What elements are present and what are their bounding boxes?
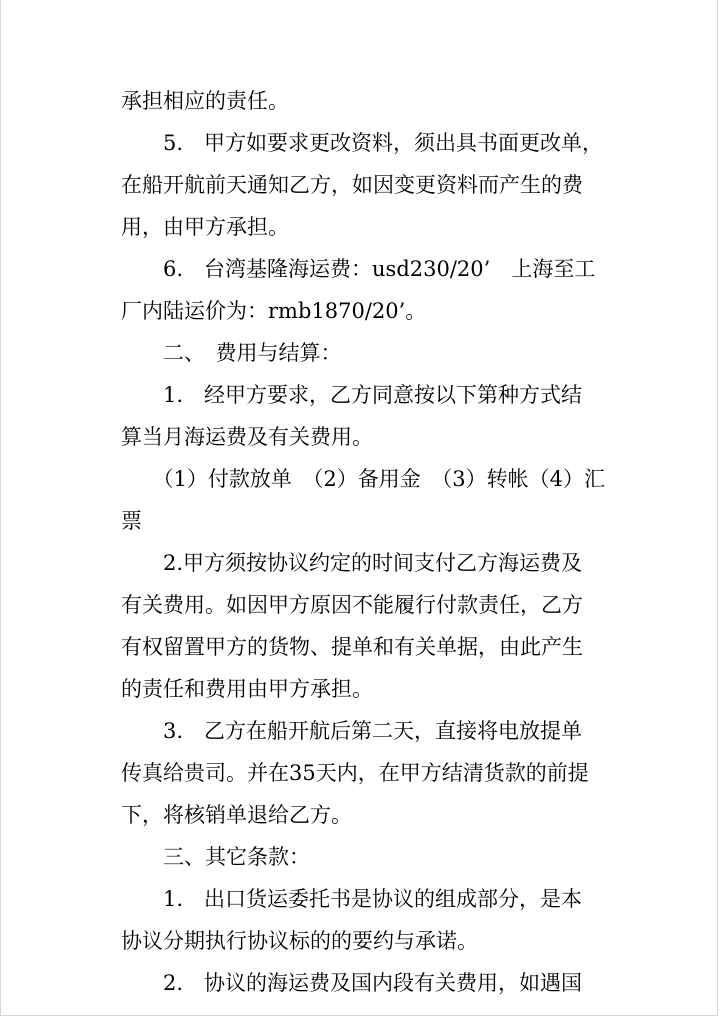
text-line: 用，由甲方承担。 [121,215,289,239]
text-line: 2.甲方须按协议约定的时间支付乙方海运费及 [121,551,583,575]
text-line: 有权留置甲方的货物、提单和有关单据，由此产生 [121,635,583,659]
text-line: 3. 乙方在船开航后第二天，直接将电放提单 [121,719,583,743]
text-line: 算当月海运费及有关费用。 [121,425,373,449]
section-heading: 三、其它条款： [121,845,310,869]
text-line: 下，将核销单退给乙方。 [121,803,352,827]
text-line: 1. 经甲方要求，乙方同意按以下第种方式结 [121,383,583,407]
section-heading: 二、 费用与结算： [121,341,342,365]
text-line: （1）付款放单 （2）备用金 （3）转帐（4）汇 [121,467,605,491]
text-line: 厂内陆运价为：rmb1870/20’。 [121,299,427,323]
text-line: 的责任和费用由甲方承担。 [121,677,373,701]
text-line: 传真给贵司。并在35天内，在甲方结清货款的前提 [121,761,589,785]
text-line: 在船开航前天通知乙方，如因变更资料而产生的费 [121,173,583,197]
text-line: 6. 台湾基隆海运费：usd230/20’ 上海至工 [121,257,596,281]
text-line: 票 [121,509,142,533]
text-line: 协议分期执行协议标的的要约与承诺。 [121,929,478,953]
text-line: 5. 甲方如要求更改资料，须出具书面更改单， [121,131,604,155]
text-line: 有关费用。如因甲方原因不能履行付款责任，乙方 [121,593,583,617]
text-line: 2. 协议的海运费及国内段有关费用，如遇国 [121,971,583,995]
text-line: 1. 出口货运委托书是协议的组成部分，是本 [121,887,583,911]
text-line: 承担相应的责任。 [121,89,289,113]
